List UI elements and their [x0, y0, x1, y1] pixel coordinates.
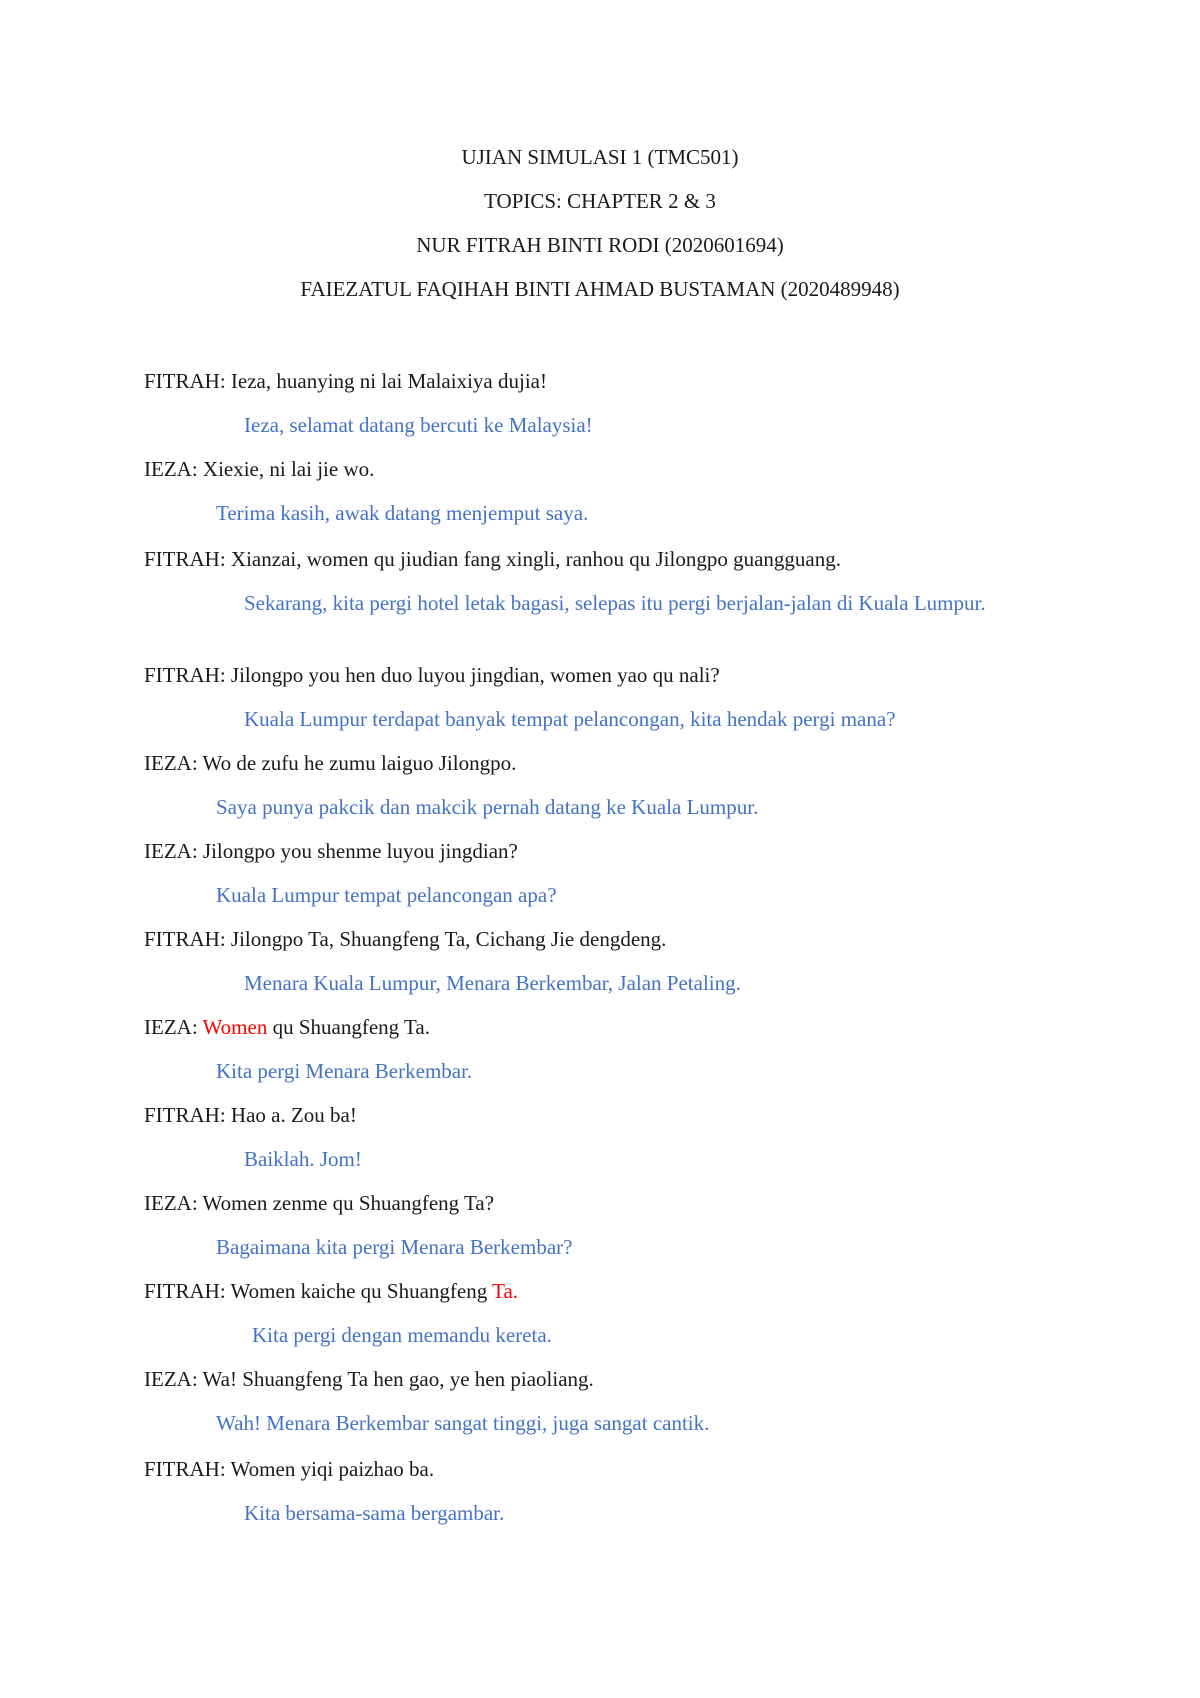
dialogue-text: qu Shuangfeng Ta. [267, 1015, 430, 1039]
topics-line: TOPICS: CHAPTER 2 & 3 [484, 189, 716, 213]
dialogue-text: FITRAH: Women kaiche qu Shuangfeng [144, 1279, 493, 1303]
translation-line: Terima kasih, awak datang menjemput saya. [216, 501, 589, 525]
translation-line: Menara Kuala Lumpur, Menara Berkembar, Jalan Petaling. [244, 971, 741, 995]
dialogue-line: FITRAH: Jilongpo you hen duo luyou jingdian, women yao qu nali? [144, 663, 720, 687]
translation-line: Kuala Lumpur terdapat banyak tempat pelancongan, kita hendak pergi mana? [244, 707, 896, 731]
translation-line: Kita pergi dengan memandu kereta. [252, 1323, 552, 1347]
dialogue-line: IEZA: Women zenme qu Shuangfeng Ta? [144, 1191, 495, 1215]
document-header [0, 142, 1200, 318]
dialogue-line: FITRAH: Xianzai, women qu jiudian fang xingli, ranhou qu Jilongpo guangguang. [144, 547, 841, 571]
translation-line: Baiklah. Jom! [244, 1147, 362, 1171]
dialogue-line: IEZA: Jilongpo you shenme luyou jingdian? [144, 839, 518, 863]
dialogue-line: IEZA: Xiexie, ni lai jie wo. [144, 457, 375, 481]
dialogue-line: IEZA: Wo de zufu he zumu laiguo Jilongpo. [144, 751, 517, 775]
dialogue-line: FITRAH: Jilongpo Ta, Shuangfeng Ta, Cichang Jie dengdeng. [144, 927, 667, 951]
translation-line: Kuala Lumpur tempat pelancongan apa? [216, 883, 557, 907]
dialogue-line: FITRAH: Hao a. Zou ba! [144, 1103, 357, 1127]
translation-line: Sekarang, kita pergi hotel letak bagasi, selepas itu pergi berjalan-jalan di Kuala Lumpur. [244, 591, 986, 615]
highlighted-word: Ta. [492, 1279, 519, 1303]
translation-line: Kita bersama-sama bergambar. [244, 1501, 505, 1525]
translation-line: Saya punya pakcik dan makcik pernah datang ke Kuala Lumpur. [216, 795, 759, 819]
translation-line: Kita pergi Menara Berkembar. [216, 1059, 473, 1083]
dialogue-line: FITRAH: Women yiqi paizhao ba. [144, 1457, 435, 1481]
dialogue-line: IEZA: Wa! Shuangfeng Ta hen gao, ye hen piaoliang. [144, 1367, 594, 1391]
translation-line: Wah! Menara Berkembar sangat tinggi, juga sangat cantik. [216, 1411, 710, 1435]
translation-line: Ieza, selamat datang bercuti ke Malaysia! [244, 413, 593, 437]
speaker-prefix: IEZA: [144, 1015, 203, 1039]
document-title: UJIAN SIMULASI 1 (TMC501) [461, 145, 739, 169]
dialogue-line [144, 1014, 430, 1040]
author-line-1: NUR FITRAH BINTI RODI (2020601694) [416, 233, 784, 257]
highlighted-word: Women [202, 1015, 268, 1039]
translation-line: Bagaimana kita pergi Menara Berkembar? [216, 1235, 573, 1259]
author-line-2: FAIEZATUL FAQIHAH BINTI AHMAD BUSTAMAN (2020489948) [300, 277, 900, 301]
dialogue-line: FITRAH: Ieza, huanying ni lai Malaixiya dujia! [144, 369, 547, 393]
dialogue-line [144, 1278, 518, 1304]
